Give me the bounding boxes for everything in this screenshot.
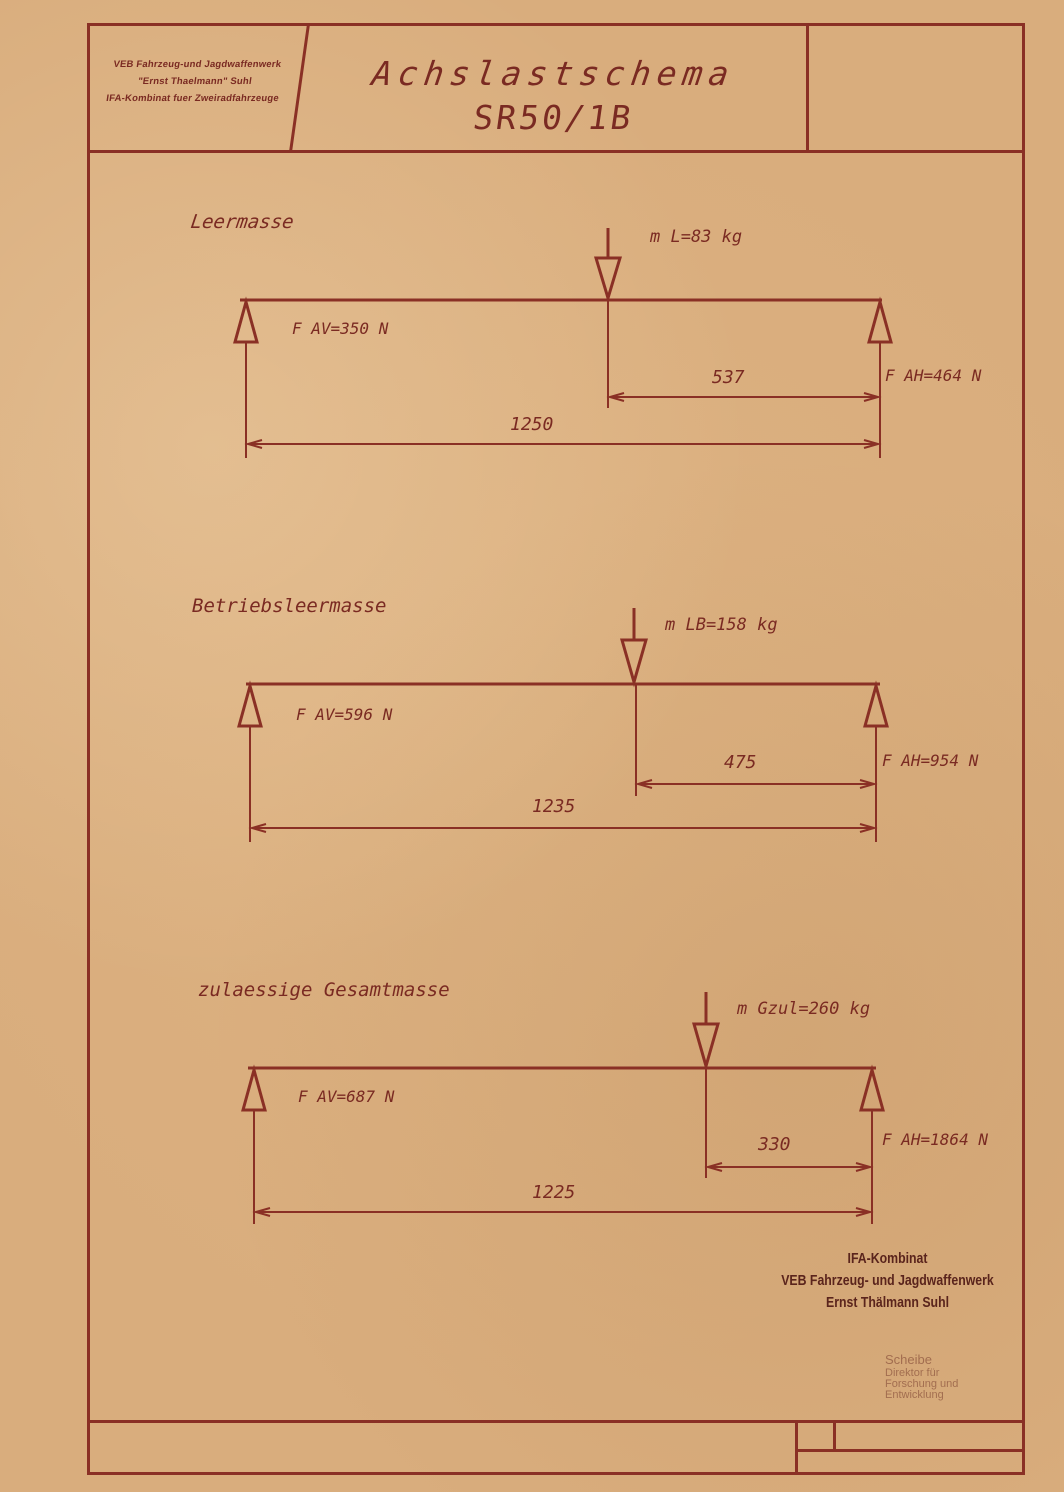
stamp-line: Ernst Thälmann Suhl: [825, 1294, 949, 1311]
dim-total-label: 1250: [510, 414, 554, 435]
diagram-label: Betriebsleermasse: [192, 595, 387, 617]
mass-label: m Gzul=260 kg: [737, 999, 871, 1019]
signature-line: Direktor für: [885, 1367, 940, 1379]
diagram-label: Leermasse: [189, 210, 296, 233]
org-line: VEB Fahrzeug-und Jagdwaffenwerk: [112, 59, 282, 70]
front-force-label: F AV=350 N: [292, 319, 389, 338]
load-arrow-head: [622, 640, 646, 682]
dim-partial-label: 330: [758, 1134, 791, 1155]
org-line: IFA-Kombinat fuer Zweiradfahrzeuge: [105, 93, 280, 104]
rear-force-label: F AH=1864 N: [882, 1130, 988, 1149]
dim-total-label: 1235: [532, 796, 576, 817]
load-arrow-head: [596, 258, 620, 298]
mass-label: m L=83 kg: [650, 227, 743, 247]
front-force-label: F AV=596 N: [296, 705, 393, 724]
dim-total-label: 1225: [532, 1182, 576, 1203]
rear-support-arrow: [869, 302, 891, 342]
stamp-line: VEB Fahrzeug- und Jagdwaffenwerk: [781, 1272, 994, 1289]
drawing-title: Achslastschema: [369, 54, 738, 93]
model-number: SR50/1B: [470, 98, 637, 137]
diagram-label: zulaessige Gesamtmasse: [198, 979, 450, 1001]
front-force-label: F AV=687 N: [298, 1087, 395, 1106]
signature-name: Scheibe: [885, 1352, 932, 1367]
stamp-line: IFA-Kombinat: [847, 1250, 928, 1267]
rear-force-label: F AH=464 N: [885, 366, 982, 385]
signature-line: Forschung und: [885, 1378, 959, 1390]
load-arrow-head: [694, 1024, 718, 1066]
signature-stamp: [885, 1352, 995, 1401]
dim-partial-label: 537: [712, 367, 745, 388]
signature-line: Entwicklung: [885, 1389, 944, 1401]
org-line: "Ernst Thaelmann" Suhl: [137, 76, 253, 87]
diagram-zulaessige-gesamtmasse: [198, 979, 988, 1224]
rear-support-arrow: [865, 686, 887, 726]
dim-partial-label: 475: [724, 752, 757, 773]
diagram-leermasse: [189, 210, 981, 458]
diagram-betriebsleermasse: [192, 595, 979, 842]
front-support-arrow: [239, 686, 261, 726]
rear-support-arrow: [861, 1070, 883, 1110]
rear-force-label: F AH=954 N: [882, 751, 979, 770]
company-stamp: [779, 1248, 996, 1314]
mass-label: m LB=158 kg: [665, 615, 778, 635]
front-support-arrow: [235, 302, 257, 342]
front-support-arrow: [243, 1070, 265, 1110]
